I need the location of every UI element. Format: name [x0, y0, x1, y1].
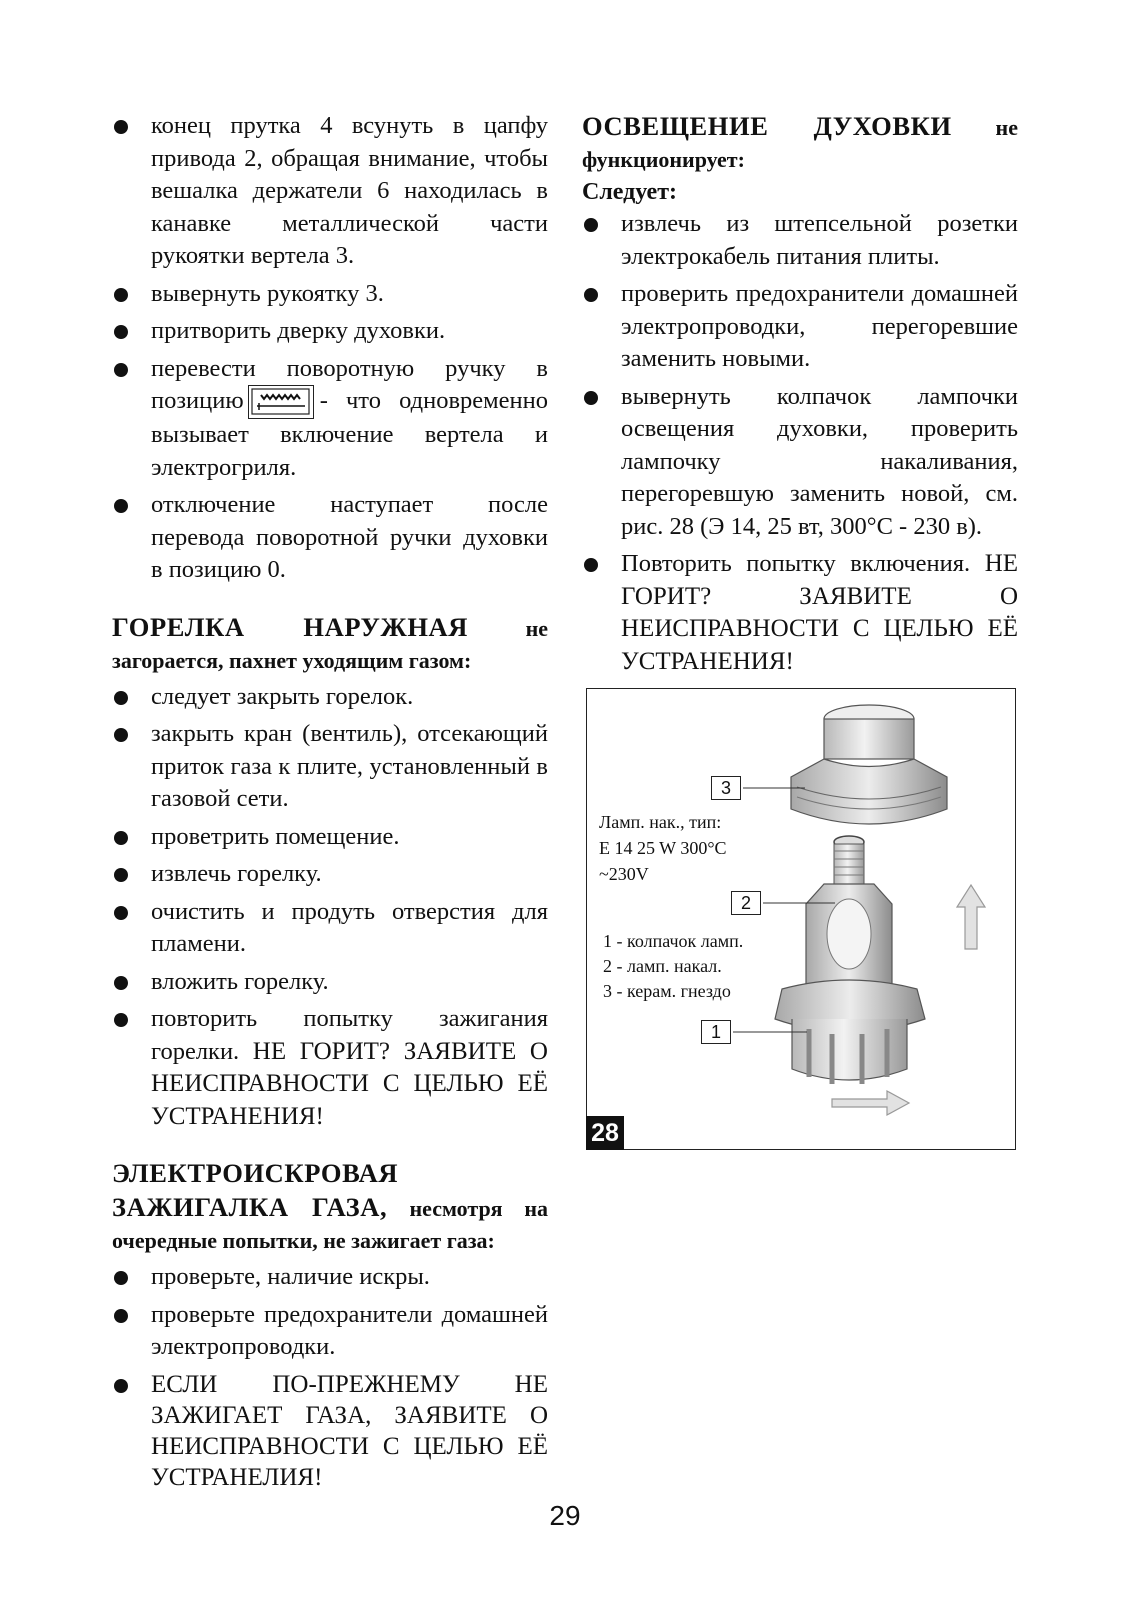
- legend-item: 3 - керам. гнездо: [603, 981, 731, 1001]
- section-heading-outer-burner: ГОРЕЛКА НАРУЖНАЯ не загорается, пахнет уходящим газом:: [112, 611, 549, 673]
- list-item: проверить предохранители домашней электропроводки, перегоревшие заменить новыми.: [582, 278, 1018, 376]
- list-item: очистить и продуть отверстия для пламени.: [112, 896, 548, 961]
- bullet-icon: [114, 363, 128, 377]
- bullet-icon: [584, 288, 598, 302]
- bullet-icon: [114, 868, 128, 882]
- bullet-icon: [114, 691, 128, 705]
- bullet-icon: [114, 288, 128, 302]
- list-item: вывернуть рукоятку 3.: [112, 278, 548, 311]
- bullet-icon: [584, 391, 598, 405]
- callout-1: 1: [701, 1020, 731, 1044]
- bullet-icon: [114, 1379, 128, 1393]
- list-item: закрыть кран (вентиль), отсекающий приток газа к плите, установленный в газовой сети.: [112, 718, 548, 816]
- bullet-icon: [114, 1271, 128, 1285]
- section-heading-oven-light: ОСВЕЩЕНИЕ ДУХОВКИ не функционирует:: [582, 111, 1018, 172]
- page-number: 29: [549, 1500, 581, 1531]
- grill-spit-symbol-icon: [248, 385, 314, 419]
- list-item: вывернуть колпачок лампочки освещения духовки, проверить лампочку накаливания, перегоревшую заменить новой, см. рис. 28 (Э 14, 25 вт, 300°С - 230 в).: [582, 381, 1018, 544]
- follow-label: Следует:: [582, 179, 677, 205]
- bullet-icon: [114, 499, 128, 513]
- lamp-spec-line: E 14 25 W 300°C: [599, 838, 727, 858]
- list-item: извлечь из штепсельной розетки электрокабель питания плиты.: [582, 208, 1018, 273]
- bullet-icon: [584, 558, 598, 572]
- bullet-icon: [114, 1309, 128, 1323]
- bullet-icon: [114, 325, 128, 339]
- section-heading-spark-igniter: ЭЛЕКТРОИСКРОВАЯ ЗАЖИГАЛКА ГАЗА, несмотря на очередные попытки, не зажигает газа:: [112, 1158, 548, 1254]
- list-item: перевести поворотную ручку в позицию - что одновременно вызывает включение вертела и электрогриля.: [112, 353, 548, 485]
- bullet-icon: [114, 906, 128, 920]
- lamp-spec-line: Ламп. нак., тип:: [599, 812, 722, 832]
- list-item: следует закрыть горелок.: [112, 681, 548, 714]
- bullet-icon: [114, 831, 128, 845]
- bullet-icon: [114, 976, 128, 990]
- figure-number-badge: 28: [586, 1116, 624, 1150]
- bullet-icon: [584, 218, 598, 232]
- bullet-icon: [114, 1013, 128, 1027]
- legend-item: 1 - колпачок ламп.: [603, 931, 744, 951]
- bullet-icon: [114, 728, 128, 742]
- list-item: вложить горелку.: [112, 966, 548, 999]
- callout-2: 2: [731, 891, 761, 915]
- lamp-assembly-drawing: [587, 689, 1014, 1148]
- list-item: отключение наступает после перевода поворотной ручки духовки в позицию 0.: [112, 489, 548, 587]
- lamp-spec-line: ~230V: [599, 864, 649, 884]
- list-item: конец прутка 4 всунуть в цапфу привода 2, обращая внимание, чтобы вешалка держатели 6 находилась в канавке металлической части рукоятки вертела 3.: [112, 110, 548, 273]
- list-item: притворить дверку духовки.: [112, 315, 548, 348]
- figure-28-lamp-assembly: [586, 688, 1016, 1150]
- lamp-spec: [599, 809, 727, 887]
- list-item: проветрить помещение.: [112, 821, 548, 854]
- figure-legend: [603, 929, 743, 1004]
- left-column: [112, 110, 548, 1498]
- right-column: [582, 110, 1018, 683]
- bullet-icon: [114, 120, 128, 134]
- callout-3: 3: [711, 776, 741, 800]
- list-item: извлечь горелку.: [112, 858, 548, 891]
- list-item: проверьте предохранители домашней электропроводки.: [112, 1299, 548, 1364]
- list-item: ЕСЛИ ПО-ПРЕЖНЕМУ НЕ ЗАЖИГАЕТ ГАЗА, ЗАЯВИТЕ О НЕИСПРАВНОСТИ С ЦЕЛЬЮ ЕЁ УСТРАНЕЛИЯ!: [112, 1369, 548, 1493]
- list-item: проверьте, наличие искры.: [112, 1261, 548, 1294]
- list-item: повторить попытку зажигания горелки. НЕ ГОРИТ? ЗАЯВИТЕ О НЕИСПРАВНОСТИ С ЦЕЛЬЮ ЕЁ УСТРАНЕНИЯ!: [112, 1003, 548, 1133]
- legend-item: 2 - ламп. накал.: [603, 956, 722, 976]
- list-item: Повторить попытку включения. НЕ ГОРИТ? ЗАЯВИТЕ О НЕИСПРАВНОСТИ С ЦЕЛЬЮ ЕЁ УСТРАНЕНИЯ!: [582, 548, 1018, 678]
